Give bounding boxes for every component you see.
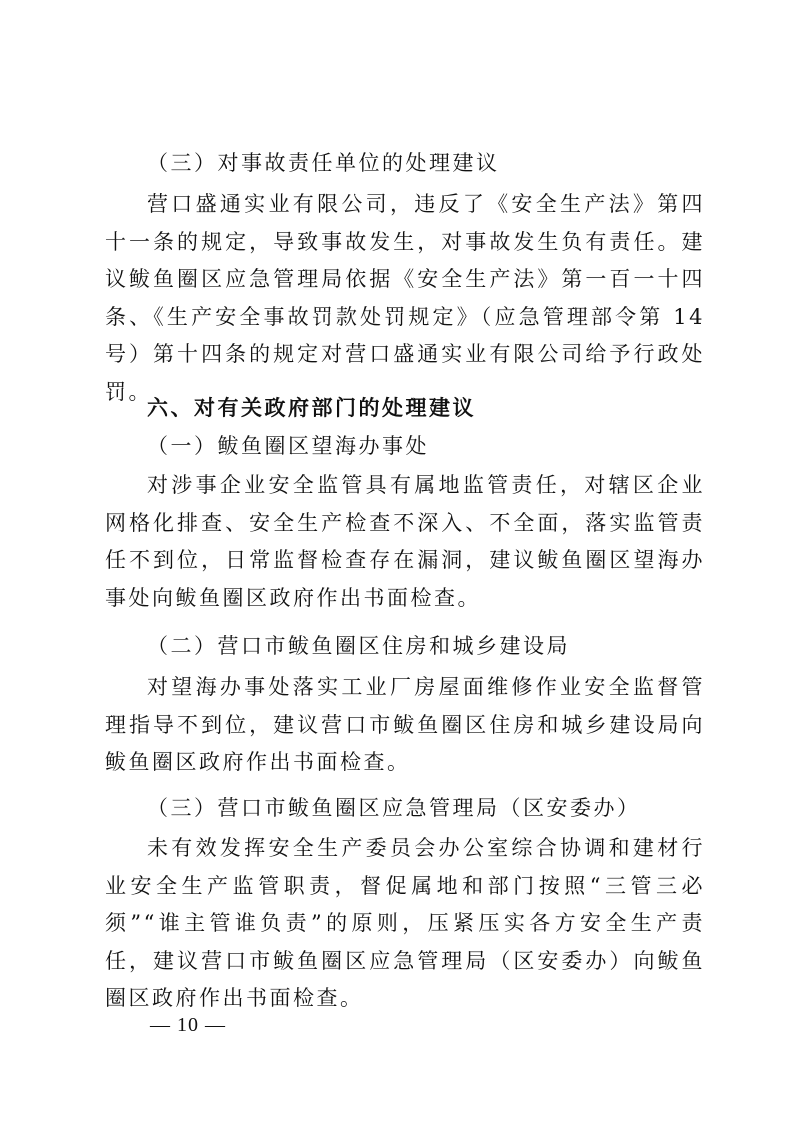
section-heading-liability-unit: （三）对事故责任单位的处理建议 [147,151,500,175]
page-number: — 10 — [150,1014,226,1036]
section-heading-wanghai-office: （一）鲅鱼圈区望海办事处 [147,434,429,458]
section-heading-emergency-bureau: （三）营口市鲅鱼圈区应急管理局（区安委办） [147,796,641,820]
paragraph-emergency-bureau: 未有效发挥安全生产委员会办公室综合协调和建材行业安全生产监管职责，督促属地和部门按照“三管三必须”“谁主管谁负责”的原则，压紧压实各方安全生产责任，建议营口市鲅鱼圈区应急管理局（区安委办）向鲅鱼圈区政府作出书面检查。 [105,836,705,1011]
paragraph-housing-bureau: 对望海办事处落实工业厂房屋面维修作业安全监督管理指导不到位，建议营口市鲅鱼圈区住房和城乡建设局向鲅鱼圈区政府作出书面检查。 [105,675,705,775]
section-heading-government-departments: 六、对有关政府部门的处理建议 [147,396,476,420]
section-heading-housing-bureau: （二）营口市鲅鱼圈区住房和城乡建设局 [147,634,570,658]
paragraph-liability-unit: 营口盛通实业有限公司，违反了《安全生产法》第四十一条的规定，导致事故发生，对事故发生负有责任。建议鲅鱼圈区应急管理局依据《安全生产法》第一百一十四条、《生产安全事故罚款处罚规定》（应急管理部令第 14 号）第十四条的规定对营口盛通实业有限公司给予行政处罚。 [105,192,705,404]
paragraph-wanghai-office: 对涉事企业安全监管具有属地监管责任，对辖区企业网格化排查、安全生产检查不深入、不全面，落实监管责任不到位，日常监督检查存在漏洞，建议鲅鱼圈区望海办事处向鲅鱼圈区政府作出书面检查。 [105,473,705,610]
